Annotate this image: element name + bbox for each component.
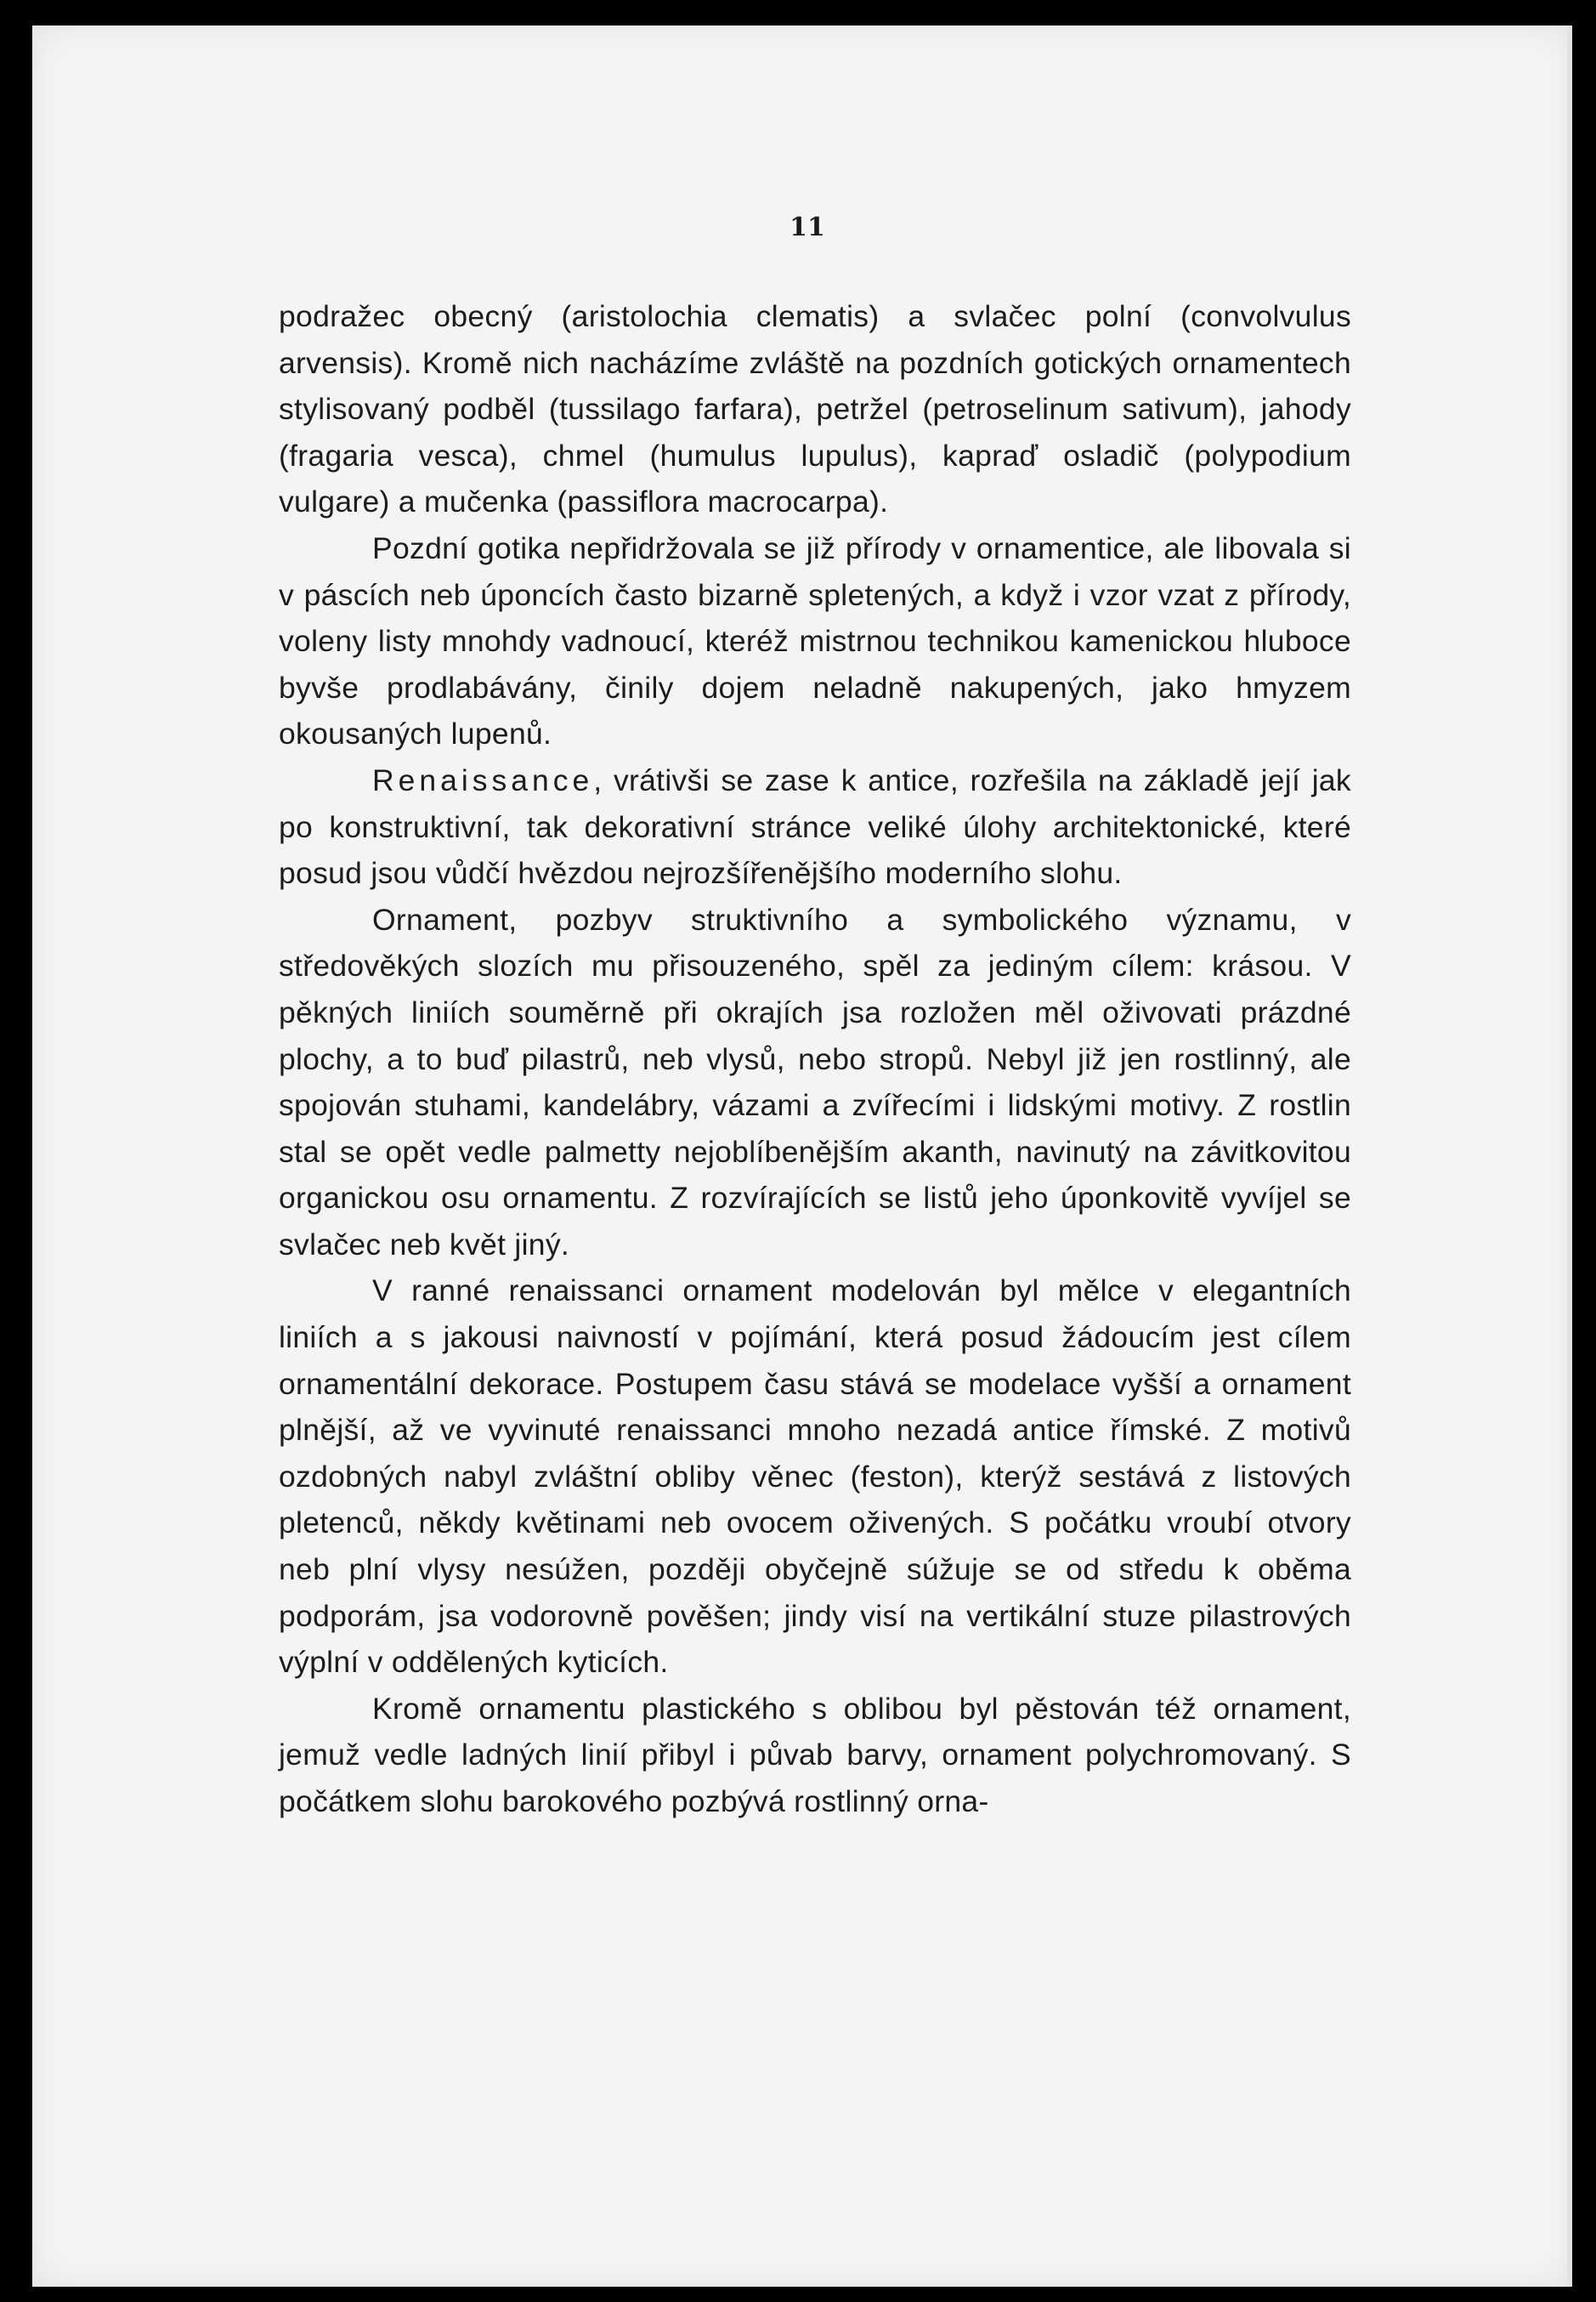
paragraph-ornament-beauty: Ornament, pozbyv struktivního a symbolického významu, v středověkých slozích mu přisouzeného, spěl za jediným cílem: krásou. V pěkných liniích souměrně při okrajích jsa rozložen měl oživovati prázdné plochy, a to buď pilastrů, neb vlysů, nebo stropů. Nebyl již jen rostlinný, ale spojován stuhami, kandelábry, vázami a zvířecími i lidskými motivy. Z rostlin stal se opět vedle palmetty nejoblíbenějším akanth, navinutý na závitkovitou organickou osu ornamentu. Z rozvírajících se listů jeho úponkovitě vyvíjel se svlačec neb květ jiný. — [279, 902, 1351, 1262]
paragraph-late-gothic: Pozdní gotika nepřidržovala se již přírody v ornamentice, ale libovala si v páscích neb úponcích často bizarně spletených, a když i vzor vzat z přírody, voleny listy mnohdy vadnoucí, kteréž mistrnou technikou kamenickou hluboce byvše prodlabávány, činily dojem neladně nakupených, jako hmyzem okousaných lupenů. — [279, 530, 1351, 751]
paragraph-renaissance — [279, 757, 1351, 897]
paragraph-early-renaissance: V ranné renaissanci ornament modelován byl mělce v elegantních liniích a s jakousi naivností v pojímání, která posud žádoucím jest cílem ornamentální dekorace. Postupem času stává se modelace vyšší a ornament plnější, až ve vyvinuté renaissanci mnoho nezadá antice římské. Z motivů ozdobných nabyl zvláštní obliby věnec (feston), kterýž sestává z listových pletenců, někdy květinami neb ovocem oživených. S počátku vroubí otvory neb plní vlysy nesúžen, později obyčejně súžuje se od středu k oběma podporám, jsa vodorovně pověšen; jindy visí na vertikální stuze pilastrových výplní v oddělených kyticích. — [279, 1273, 1351, 1680]
page-number: 11 — [790, 213, 825, 242]
body-text — [279, 293, 1351, 1825]
paragraph-polychrome: Kromě ornamentu plastického s oblibou byl pěstován též ornament, jemuž vedle ladných linií přibyl i půvab barvy, ornament polychromovaný. S počátkem slohu barokového pozbývá rostlinný orna- — [279, 1691, 1351, 1818]
paragraph-plant-list: podražec obecný (aristolochia clematis) a svlačec polní (convolvulus arvensis). Kromě nich nacházíme zvláště na pozdních gotických ornamentech stylisovaný podběl (tussilago farfara), petržel (petroselinum sativum), jahody (fragaria vesca), chmel (humulus lupulus), kapraď osladič (polypodium vulgare) a mučenka (passiflora macrocarpa). — [279, 299, 1351, 519]
renaissance-text: , vrátivši se zase k antice, rozřešila na základě její jak po konstruktivní, tak dekorativní stránce veliké úlohy architektonické, které posud jsou vůdčí hvězdou nejrozšířenějšího moderního slohu. — [279, 763, 1351, 891]
renaissance-term: Renaissance — [372, 763, 594, 797]
page-edge — [1567, 26, 1572, 2287]
